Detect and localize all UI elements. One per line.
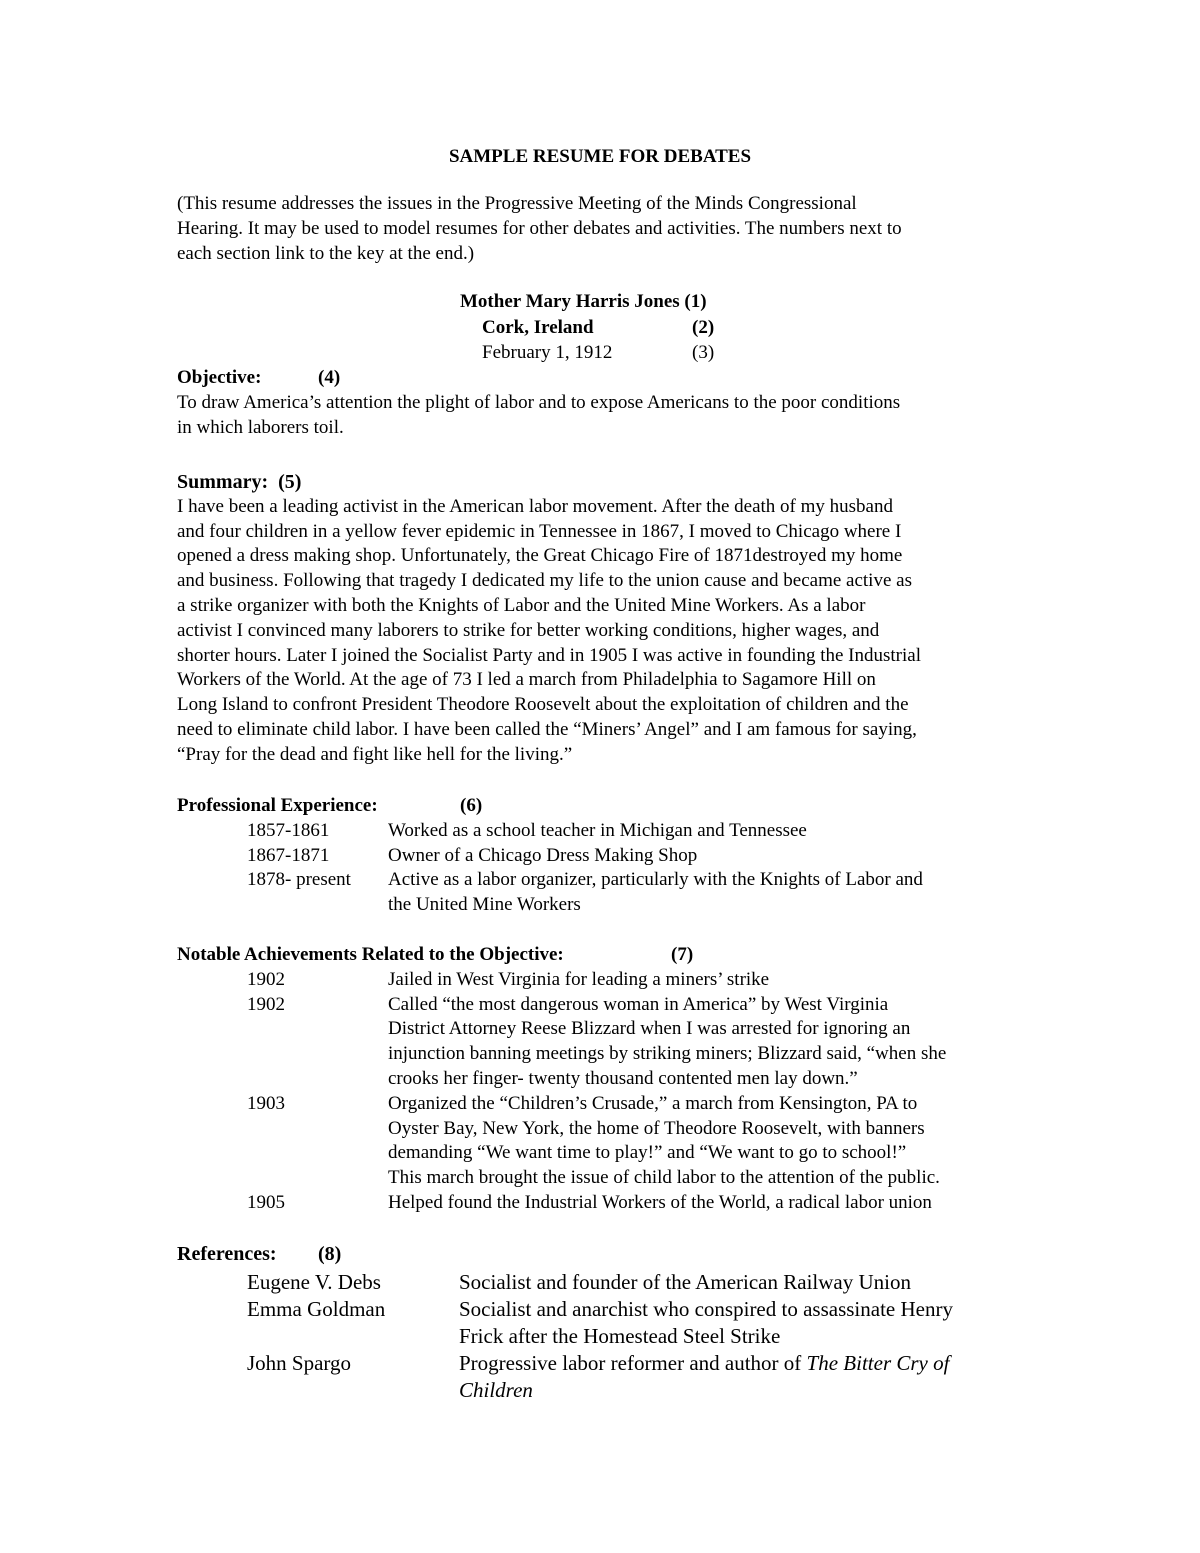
years: 1857-1861 — [247, 819, 330, 841]
description-line: demanding “We want time to play!” and “We want to go to school!” — [388, 1142, 907, 1164]
description-line: Oyster Bay, New York, the home of Theodore Roosevelt, with banners — [388, 1117, 925, 1139]
reference-name: Emma Goldman — [247, 1296, 386, 1321]
objective-section — [177, 366, 1023, 440]
section-heading: References: — [177, 1243, 277, 1265]
book-title-continued: Children — [459, 1377, 533, 1402]
achievement-row — [177, 1092, 1037, 1191]
description-line: Helped found the Industrial Workers of the World, a radical labor union — [388, 1191, 932, 1213]
year: 1903 — [247, 1092, 285, 1114]
summary-line: opened a dress making shop. Unfortunately, the Great Chicago Fire of 1871destroyed my home — [177, 545, 903, 567]
description-line: This march brought the issue of child labor to the attention of the public. — [388, 1167, 940, 1189]
reference-row — [177, 1350, 1037, 1404]
description-line: Organized the “Children’s Crusade,” a march from Kensington, PA to — [388, 1092, 918, 1114]
achievement-row — [177, 968, 1037, 993]
summary-line: Workers of the World. At the age of 73 I led a march from Philadelphia to Sagamore Hill on — [177, 669, 876, 691]
year: 1905 — [247, 1191, 285, 1213]
achievement-row — [177, 1191, 1037, 1216]
key-number: (7) — [671, 944, 694, 965]
description-line: Socialist and founder of the American Railway Union — [459, 1269, 911, 1294]
description-line: Frick after the Homestead Steel Strike — [459, 1323, 781, 1348]
summary-line: I have been a leading activist in the American labor movement. After the death of my husband — [177, 495, 893, 517]
summary-line: shorter hours. Later I joined the Socialist Party and in 1905 I was active in founding the Industrial — [177, 644, 921, 666]
summary-line: a strike organizer with both the Knights of Labor and the United Mine Workers. As a labor — [177, 594, 866, 616]
intro-line: (This resume addresses the issues in the Progressive Meeting of the Minds Congressional — [177, 193, 857, 214]
birthplace: Cork, Ireland — [482, 316, 594, 338]
summary-line: and four children in a yellow fever epidemic in Tennessee in 1867, I moved to Chicago where I — [177, 520, 902, 542]
key-number: (8) — [318, 1243, 342, 1265]
book-title: The Bitter Cry of — [806, 1350, 950, 1375]
description-line — [459, 1377, 1037, 1404]
reference-row — [177, 1269, 1037, 1296]
description-line: Called “the most dangerous woman in America” by West Virginia — [388, 993, 889, 1015]
description-line: crooks her finger- twenty thousand contented men lay down.” — [388, 1067, 858, 1089]
objective-line: in which laborers toil. — [177, 416, 344, 438]
experience-row — [177, 819, 1037, 844]
description-line: District Attorney Reese Blizzard when I was arrested for ignoring an — [388, 1018, 911, 1040]
intro-paragraph — [177, 192, 1023, 266]
section-heading: Professional Experience: — [177, 795, 378, 816]
key-number: (3) — [692, 342, 715, 363]
key-number: (4) — [318, 367, 341, 388]
references-section — [177, 1242, 1037, 1404]
person-name: Mother Mary Harris Jones (1) — [460, 291, 707, 312]
page-title: SAMPLE RESUME FOR DEBATES — [448, 146, 752, 167]
resume-header — [177, 290, 1023, 367]
years: 1867-1871 — [247, 844, 330, 866]
reference-row — [177, 1296, 1037, 1350]
description-line: Jailed in West Virginia for leading a miners’ strike — [388, 968, 770, 990]
summary-line: activist I convinced many laborers to strike for better working conditions, higher wages, and — [177, 619, 880, 641]
key-number: (6) — [460, 795, 483, 816]
objective-line: To draw America’s attention the plight of labor and to expose Americans to the poor conditions — [177, 391, 901, 413]
years: 1878- present — [247, 869, 351, 891]
description-line: the United Mine Workers — [388, 894, 581, 916]
resume-date: February 1, 1912 — [482, 342, 613, 363]
experience-row — [177, 844, 1037, 869]
section-heading: Notable Achievements Related to the Objective: — [177, 944, 564, 965]
year: 1902 — [247, 968, 285, 990]
summary-section — [177, 470, 1023, 768]
summary-line: need to eliminate child labor. I have been called the “Miners’ Angel” and I am famous for saying, — [177, 718, 917, 740]
experience-row — [177, 868, 1037, 918]
description-line: injunction banning meetings by striking miners; Blizzard said, “when she — [388, 1043, 947, 1065]
section-heading: Summary: — [177, 471, 269, 493]
summary-line: and business. Following that tragedy I dedicated my life to the union cause and became active as — [177, 570, 912, 592]
description-text: Progressive labor reformer and author of — [459, 1350, 807, 1375]
achievement-row — [177, 993, 1037, 1092]
description-line: Socialist and anarchist who conspired to assassinate Henry — [459, 1296, 953, 1321]
description-line — [459, 1350, 1037, 1377]
section-heading: Objective: — [177, 367, 262, 388]
reference-name: John Spargo — [247, 1350, 352, 1375]
year: 1902 — [247, 993, 285, 1015]
summary-line: Long Island to confront President Theodore Roosevelt about the exploitation of children and the — [177, 694, 909, 716]
intro-line: each section link to the key at the end.) — [177, 242, 475, 264]
achievements-section — [177, 943, 1037, 1216]
description-line: Owner of a Chicago Dress Making Shop — [388, 844, 698, 866]
description-line: Worked as a school teacher in Michigan and Tennessee — [388, 819, 807, 841]
description-line: Active as a labor organizer, particularly with the Knights of Labor and — [388, 869, 923, 891]
key-number: (2) — [692, 316, 715, 338]
intro-line: Hearing. It may be used to model resumes for other debates and activities. The numbers next to — [177, 217, 902, 239]
key-number: (5) — [278, 471, 302, 493]
reference-name: Eugene V. Debs — [247, 1269, 381, 1294]
experience-section — [177, 794, 1037, 918]
summary-line: “Pray for the dead and fight like hell for the living.” — [177, 743, 573, 765]
